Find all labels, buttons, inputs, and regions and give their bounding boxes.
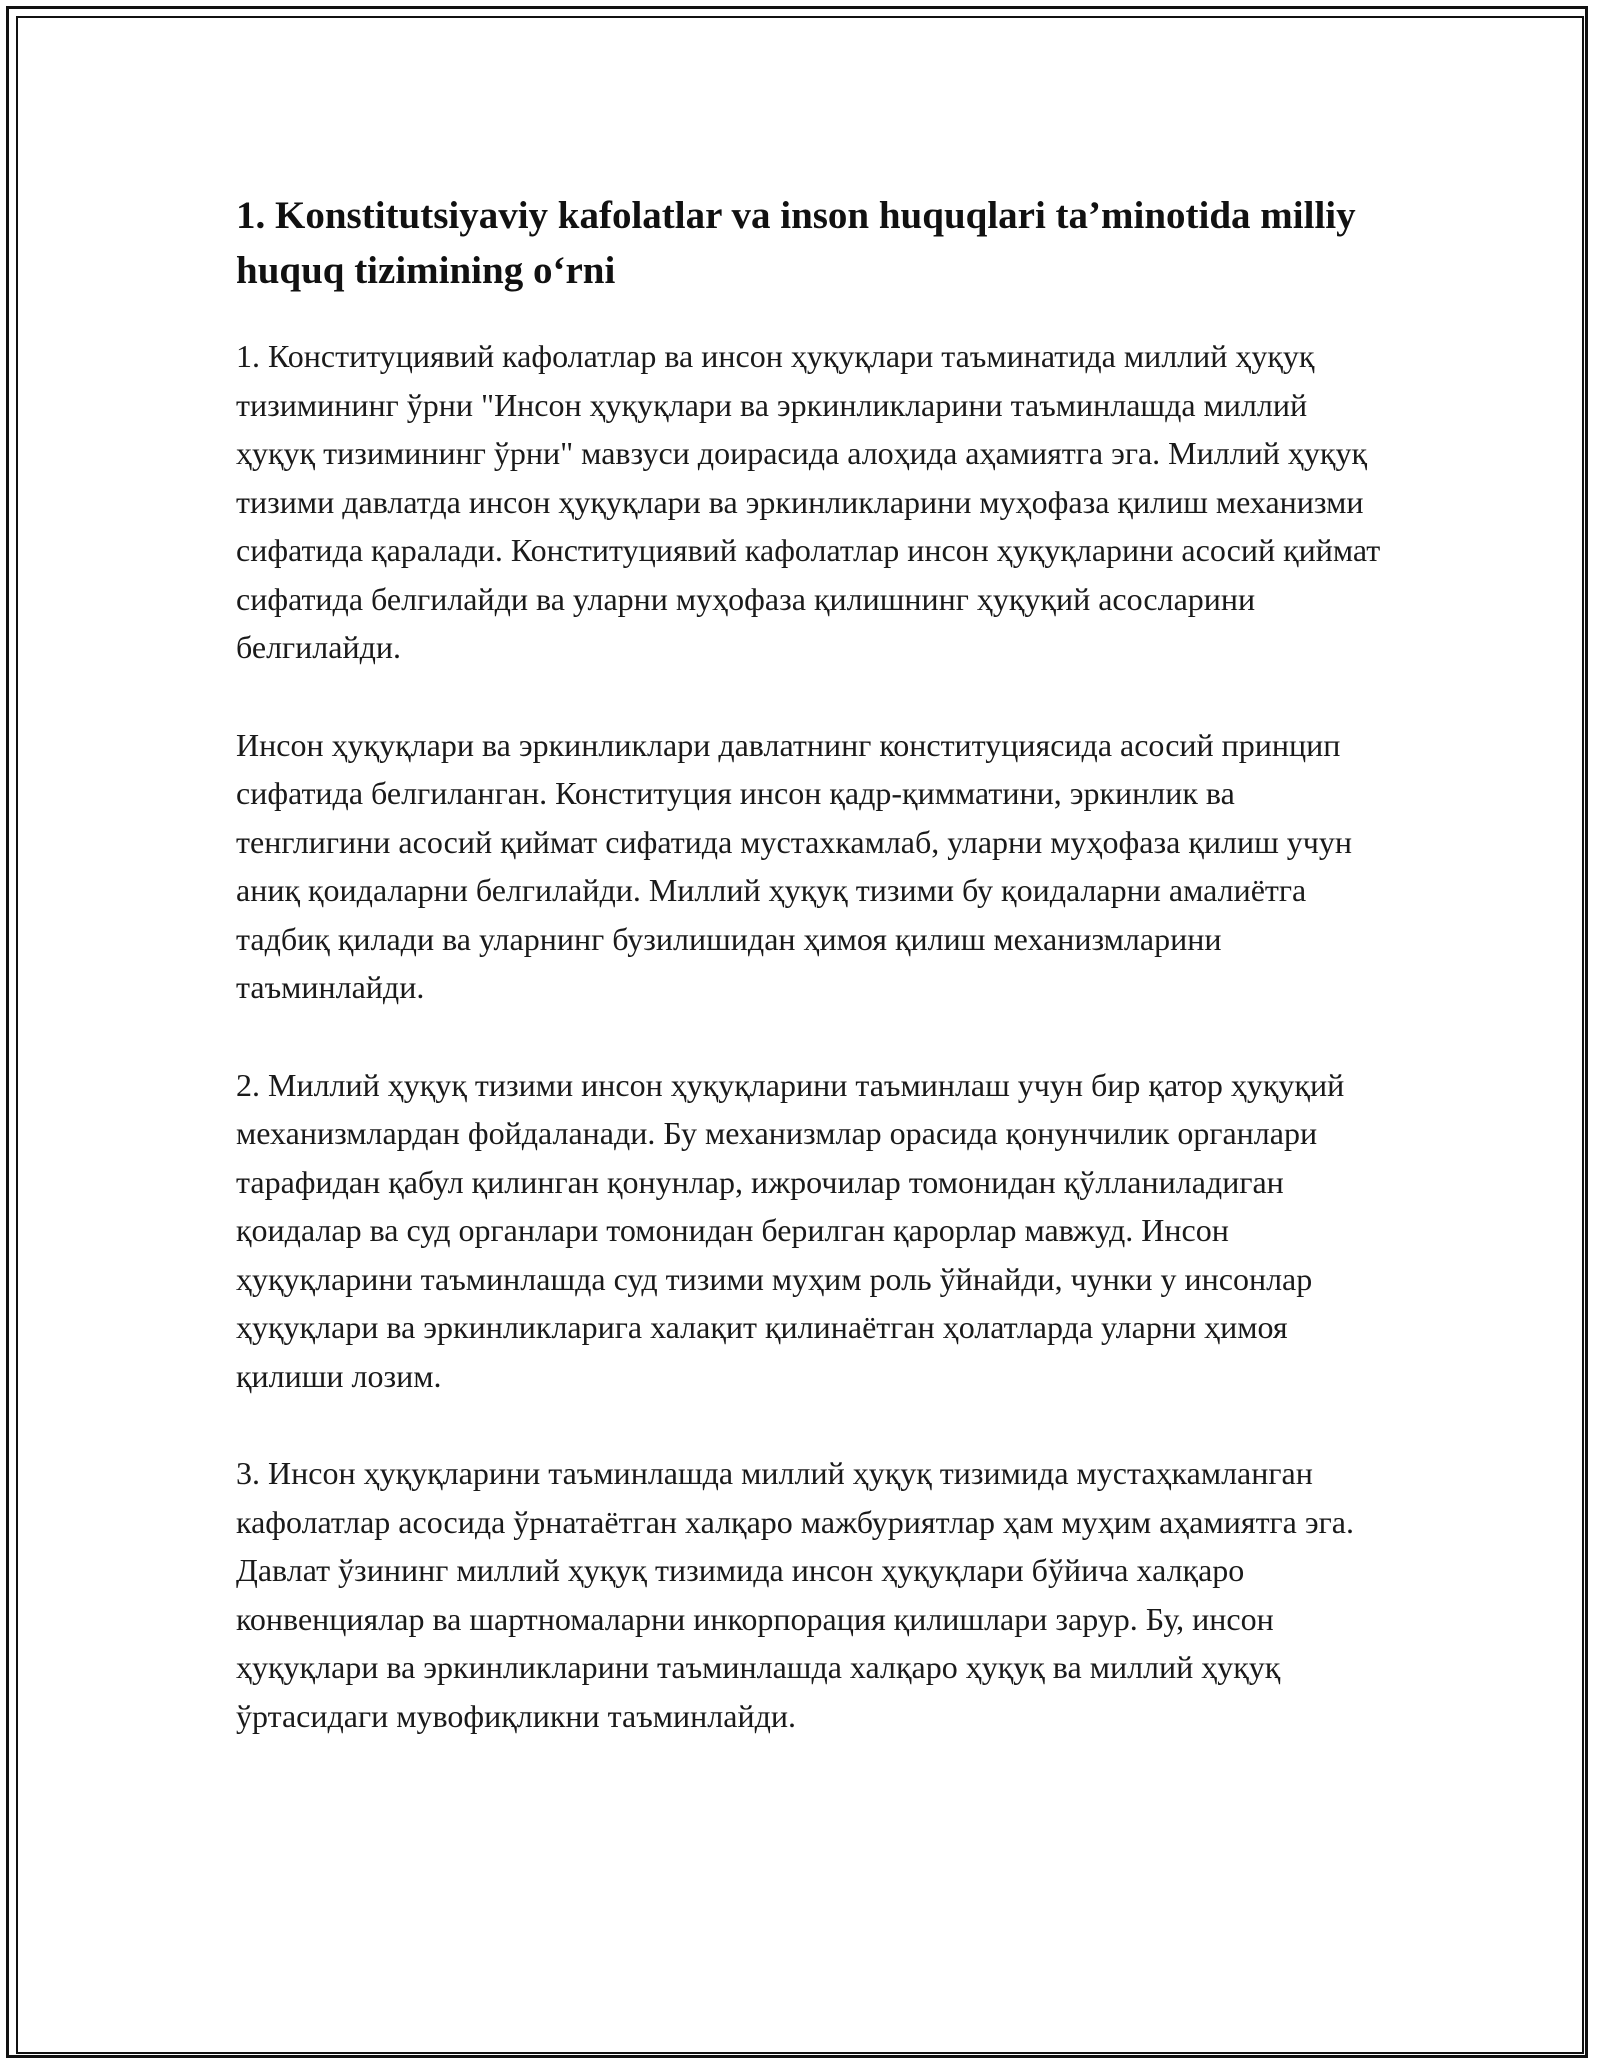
document-page: [236, 188, 1386, 1789]
paragraph-2: Инсон ҳуқуқлари ва эркинликлари давлатнинг конституциясида асосий принцип сифатида белгиланган. Конституция инсон қадр-қимматини, эркинлик ва тенглигини асосий қиймат сифатида мустахкамлаб, уларни муҳофаза қилиш учун аниқ қоидаларни белгилайди. Миллий ҳуқуқ тизими бу қоидаларни амалиётга тадбиқ қилади ва уларнинг бузилишидан ҳимоя қилиш механизмларини таъминлайди.: [236, 726, 1352, 1005]
paragraph-4: 3. Инсон ҳуқуқларини таъминлашда миллий ҳуқуқ тизимида мустаҳкамланган кафолатлар асосида ўрнатаётган халқаро мажбуриятлар ҳам муҳим аҳамиятга эга. Давлат ўзининг миллий ҳуқуқ тизимида инсон ҳуқуқлари бўйича халқаро конвенциялар ва шартномаларни инкорпорация қилишлари зарур. Бу, инсон ҳуқуқлари ва эркинликларини таъминлашда халқаро ҳуқуқ ва миллий ҳуқуқ ўртасидаги мувофиқликни таъминлайди.: [236, 1455, 1354, 1734]
paragraph-3: 2. Миллий ҳуқуқ тизими инсон ҳуқуқларини таъминлаш учун бир қатор ҳуқуқий механизмлардан фойдаланади. Бу механизмлар орасида қонунчилик органлари тарафидан қабул қилинган қонунлар, ижрочилар томонидан қўлланиладиган қоидалар ва суд органлари томонидан берилган қарорлар мавжуд. Инсон ҳуқуқларини таъминлашда суд тизими муҳим роль ўйнайди, чунки у инсонлар ҳуқуқлари ва эркинликларига халақит қилинаётган ҳолатларда уларни ҳимоя қилиши лозим.: [236, 1066, 1345, 1394]
document-title: 1. Konstitutsiyaviy kafolatlar va inson huquqlari ta’minotida milliy huquq tizimining o‘rni: [236, 194, 1356, 292]
paragraph-1: 1. Конституциявий кафолатлар ва инсон ҳуқуқлари таъминатида миллий ҳуқуқ тизимининг ўрни "Инсон ҳуқуқлари ва эркинликларини таъминлашда миллий ҳуқуқ тизимининг ўрни" мавзуси доирасида алоҳида аҳамиятга эга. Миллий ҳуқуқ тизими давлатда инсон ҳуқуқлари ва эркинликларини муҳофаза қилиш механизми сифатида қаралади. Конституциявий кафолатлар инсон ҳуқуқларини асосий қиймат сифатида белгилайди ва уларни муҳофаза қилишнинг ҳуқуқий асосларини белгилайди.: [236, 338, 1381, 665]
